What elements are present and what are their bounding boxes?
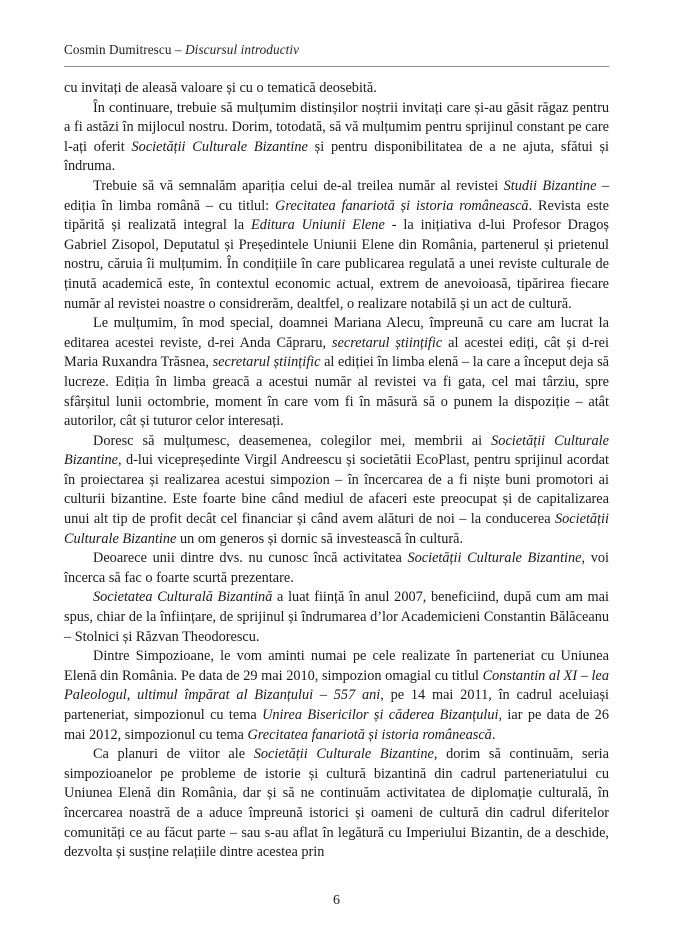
text-run: , d-lui vicepreședinte Virgil Andreescu și societătii EcoPlast, pentru sprijinul acordat în proiectarea și realizarea acestui simpozion – în încercarea de a fi niște buni promotori ai culturii bizantine. Este foarte bine când mediul de afaceri este preocupat și de capitalizarea unui alt tip de profit decât cel financiar și când avem alături de noi – la conducerea xyxy=(64,452,609,528)
italic-text-run: Constantin al XI – lea Paleologul, ultimul împărat al Bizanțului – 557 ani xyxy=(64,667,609,704)
text-run: , iar pe data de 26 mai 2012, simpozionul cu tema xyxy=(64,707,609,743)
text-run: – ediția în limba română – cu titlul: xyxy=(64,177,609,214)
text-run: Ca planuri de viitor ale xyxy=(93,746,254,763)
text-run: dorim să continuăm, seria simpozioanelor pe probleme de istorie și cultură bizantină din cadrul parteneriatului cu Uniunea Elenă din România, dar și să ne continuăm activitatea de diplomație culturală, în încercarea noastră de a aduce împreună istorici și oameni de cultură din cadrul diferitelor comunități ce au făcut parte – sau s-au aflat în legătură cu Imperiului Bizantin, de a deschide, dezvolta și susține relațiile dintre acestea prin xyxy=(64,746,609,861)
italic-text-run: secretarul științific xyxy=(332,334,443,351)
italic-text-run: Grecitatea fanariotă și istoria românească xyxy=(247,726,492,743)
body-paragraph xyxy=(64,432,609,550)
text-run: Le mulțumim, în mod special, doamnei Mariana Alecu, împreună cu care am lucrat la editarea acestei reviste, d-rei Anda Căpraru, xyxy=(64,315,609,351)
text-run: , pe 14 mai 2011, în cadrul aceluiași parteneriat, simpozionul cu tema xyxy=(64,687,609,723)
text-run: un om generos și dornic să investească în cultură. xyxy=(176,530,464,547)
header-author: Cosmin Dumitrescu xyxy=(64,42,172,57)
italic-text-run: Studii Bizantine xyxy=(503,177,597,194)
body-paragraph xyxy=(64,177,609,314)
italic-text-run: Societatea Culturală Bizantină xyxy=(93,589,273,606)
italic-text-run: Societății Culturale Bizantine xyxy=(131,138,308,155)
text-run: , voi încerca să fac o foarte scurtă prezentare. xyxy=(64,550,609,586)
italic-text-run: secretarul științific xyxy=(212,354,321,371)
text-run: Dintre Simpozioane, le vom aminti numai pe cele realizate în parteneriat cu Uniunea Elenă din România. Pe data de 29 mai 2010, simpozion omagial cu titlul xyxy=(64,648,609,684)
italic-text-run: Societății Culturale Bizantine, xyxy=(253,746,438,763)
header-title: Discursul introductiv xyxy=(185,42,300,57)
text-run: cu invitați de aleasă valoare și cu o tematică deosebită. xyxy=(64,80,377,96)
text-run: Deoarece unii dintre dvs. nu cunosc încă activitatea xyxy=(93,550,408,567)
text-run: a luat ființă în anul 2007, beneficiind, după cum am mai spus, chiar de la înființare, de sprijinul și îndrumarea d’lor Academicieni Constantin Bălăceanu – Stolnici și Răzvan Theodorescu. xyxy=(64,589,609,645)
italic-text-run: Editura Uniunii Elene xyxy=(251,217,385,234)
header-divider xyxy=(64,66,609,67)
text-run: . xyxy=(491,726,496,743)
page-number: 6 xyxy=(333,893,340,908)
text-run: În continuare, trebuie să mulțumim distinșilor noștrii invitați care și-au găsit răgaz pentru a fi astăzi în mijlocul nostru. Dorim, totodată, să vă mulțumim pentru sprijinul constant pe care l-ați oferit xyxy=(64,99,609,155)
body-paragraph xyxy=(64,745,609,863)
text-run: și pentru disponibilitatea de a ne ajuta, sfătui și îndruma. xyxy=(64,138,609,175)
italic-text-run: Unirea Bisericilor și căderea Bizanțului xyxy=(262,707,499,723)
body-paragraph xyxy=(64,647,609,745)
text-run: Trebuie să vă semnalăm apariția celui de-al treilea număr al revistei xyxy=(93,177,504,194)
body-text xyxy=(64,79,609,863)
body-paragraph xyxy=(64,549,609,588)
header-separator: – xyxy=(171,42,186,57)
text-run: al ediției în limba elenă – la care a început deja să lucreze. Ediția în limba greacă a acestui număr al revistei va fi gata, cel mai târziu, spre sfârșitul lunii octombrie, moment în care vom fi în măsură să o punem la dispoziție – atât autorilor, cât și tuturor celor interesați. xyxy=(64,354,609,430)
body-paragraph xyxy=(64,99,609,177)
body-paragraph xyxy=(64,588,609,647)
body-paragraph xyxy=(64,79,609,99)
text-run: al acestei ediți, cât și d-rei Maria Ruxandra Trăsnea, xyxy=(64,334,609,371)
text-run: . Revista este tipărită și realizată integral la xyxy=(64,197,610,234)
running-header xyxy=(64,42,609,58)
italic-text-run: Societății Culturale Bizantine xyxy=(64,511,609,547)
text-run: Doresc să mulțumesc, deasemenea, colegilor mei, membrii ai xyxy=(93,432,492,449)
body-paragraph xyxy=(64,314,609,432)
italic-text-run: Grecitatea fanariotă și istoria românească xyxy=(275,197,529,214)
italic-text-run: Societății Culturale Bizantine xyxy=(64,432,609,469)
text-run: - la inițiativa d-lui Profesor Dragoș Gabriel Zisopol, Deputatul și Președintele Uniunii Elene din România, partenerul și prietenul nostru, căruia îi mulțumim. În condițiile în care publicarea regulată a unei reviste culturale de ținută academică este, în contextul economic actual, extrem de anevoioasă, tipărirea fiecare număr al revistei noastre o considrerăm, dealtfel, o realizare notabilă și un act de cultură. xyxy=(64,217,609,312)
italic-text-run: Societății Culturale Bizantine xyxy=(407,550,582,567)
